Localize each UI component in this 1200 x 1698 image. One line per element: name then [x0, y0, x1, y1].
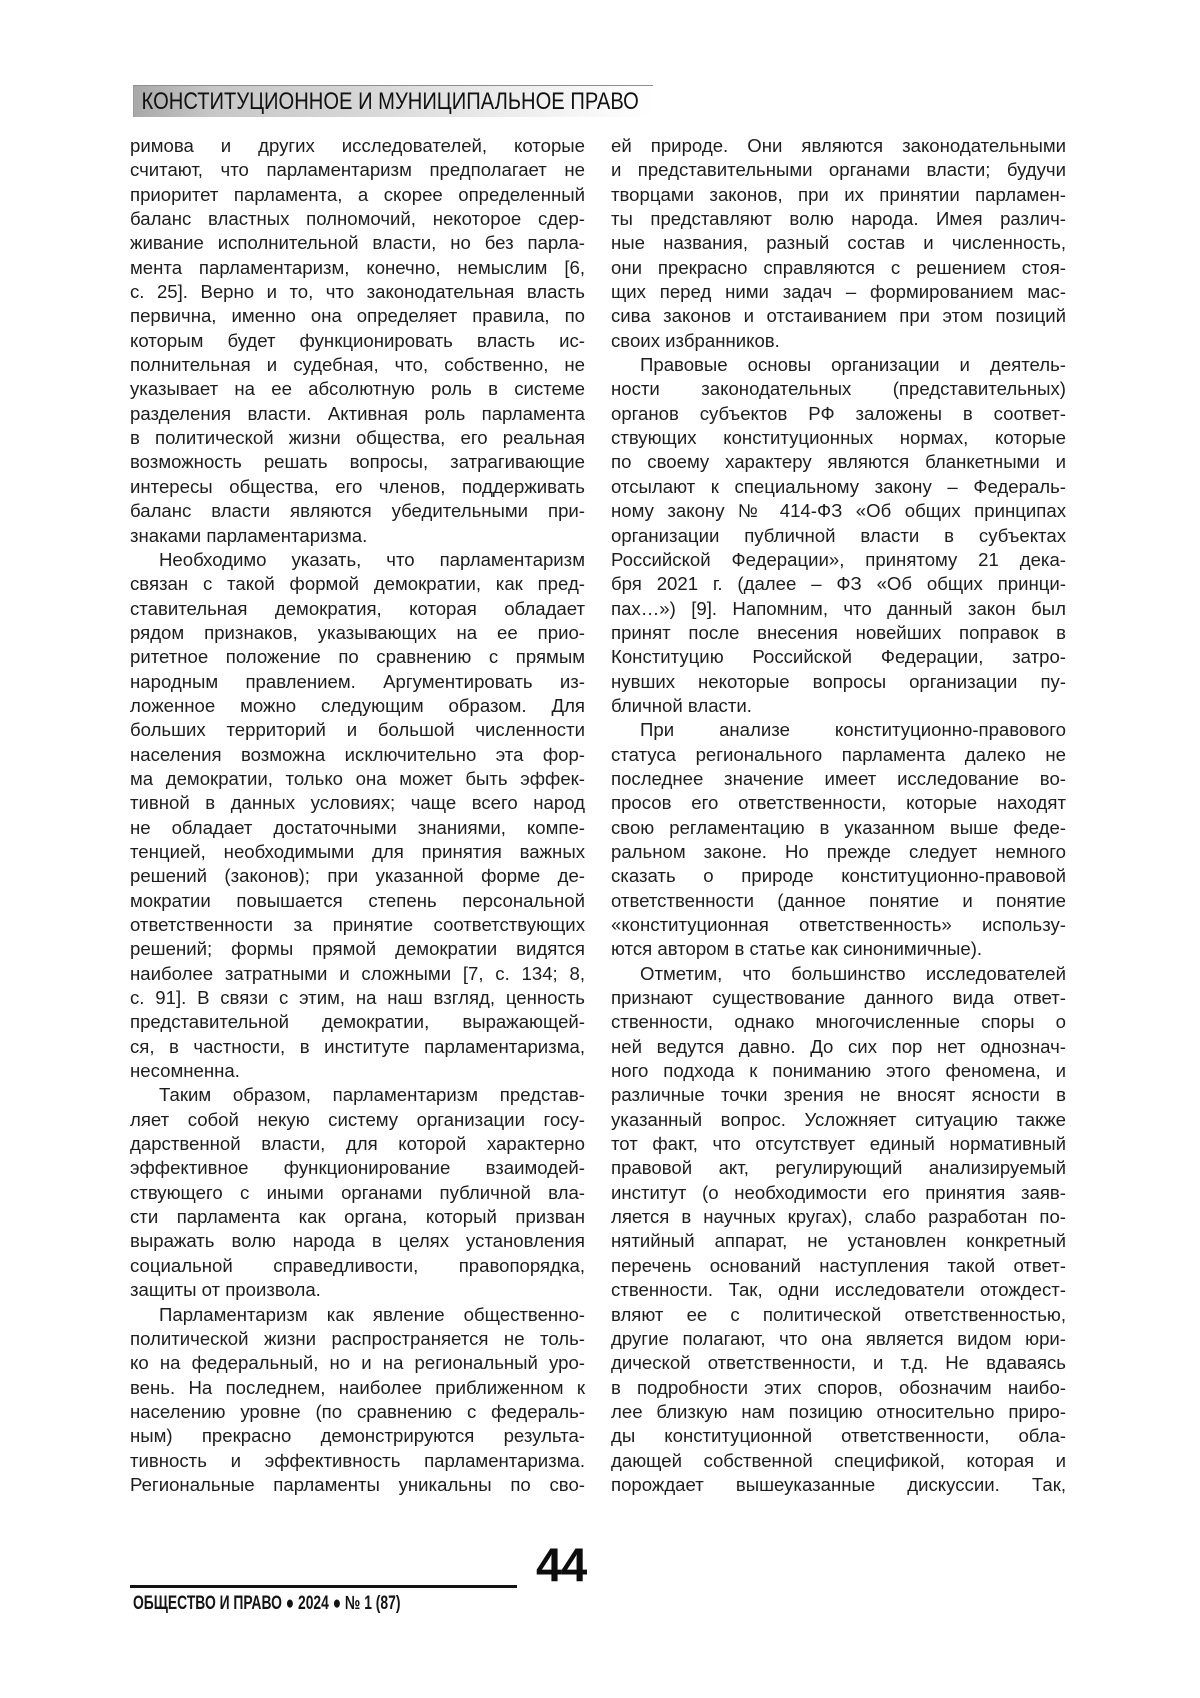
- text-line: последнее значение имеет исследование во-: [611, 767, 1066, 789]
- text-line: дарственной власти, для которой характерно: [130, 1133, 585, 1155]
- text-line: При анализе конституционно-правового: [640, 719, 1066, 741]
- text-line: сива законов и отстаиванием при этом позиций: [611, 305, 1066, 327]
- text-line: вляют ее с политической ответственностью,: [611, 1303, 1066, 1325]
- text-line: представительной демократии, выражающей-: [130, 1011, 585, 1033]
- text-line: первична, именно она определяет правила, по: [130, 305, 585, 327]
- text-line: перечень оснований наступления такой ответ-: [611, 1254, 1066, 1276]
- text-line: пах…») [9]. Напомним, что данный закон был: [611, 597, 1066, 619]
- text-line: тивной в данных условиях; чаще всего народ: [130, 792, 585, 814]
- text-line: возможность решать вопросы, затрагивающие: [130, 451, 585, 473]
- text-line: указывает на ее абсолютную роль в системе: [130, 378, 585, 400]
- text-line: другие полагают, что она является видом юри-: [611, 1327, 1066, 1349]
- text-line: ложенное можно следующим образом. Для: [130, 694, 585, 716]
- text-line: ся, в частности, в институте парламентаризма,: [130, 1035, 585, 1057]
- text-line: ного подхода к пониманию этого феномена, и: [611, 1060, 1066, 1082]
- text-line: тенцией, необходимыми для принятия важных: [130, 840, 585, 862]
- text-line: институт (о необходимости его принятия заяв-: [611, 1181, 1066, 1203]
- text-line: политической жизни распространяется не толь-: [130, 1327, 585, 1349]
- text-line: населению уровне (по сравнению с федераль-: [130, 1400, 585, 1422]
- text-line: ляется в научных кругах), слабо разработан по-: [611, 1206, 1066, 1228]
- text-line: нятийный аппарат, не установлен конкретный: [611, 1230, 1066, 1252]
- text-line: организации публичной власти в субъектах: [611, 524, 1066, 546]
- text-line: решений (законов); при указанной форме де-: [130, 865, 585, 887]
- text-line: мократии повышается степень персональной: [130, 889, 585, 911]
- text-line: не обладает достаточными знаниями, компе-: [130, 816, 585, 838]
- text-line: сказать о природе конституционно-правовой: [611, 865, 1066, 887]
- text-line: ней ведутся давно. До сих пор нет однознач-: [611, 1035, 1066, 1057]
- text-line: рядом признаков, указывающих на ее прио-: [130, 621, 585, 643]
- text-line: творцами законов, при их принятии парламен-: [611, 183, 1066, 205]
- text-line: свою регламентацию в указанном выше феде-: [611, 816, 1066, 838]
- text-line: и представительными органами власти; будучи: [611, 159, 1066, 181]
- text-line: бличной власти.: [611, 694, 752, 716]
- text-line: знаками парламентаризма.: [130, 524, 368, 546]
- text-line: мента парламентаризм, конечно, немыслим [6,: [130, 256, 585, 278]
- text-line: ному закону № 414-ФЗ «Об общих принципах: [611, 500, 1066, 522]
- text-line: несомненна.: [130, 1060, 240, 1082]
- text-line: Таким образом, парламентаризм представ-: [159, 1084, 585, 1106]
- article-body: [130, 134, 1066, 1497]
- text-line: Правовые основы организации и деятель-: [640, 354, 1066, 376]
- text-line: в подробности этих споров, обозначим наибо-: [611, 1376, 1066, 1398]
- text-line: порождает вышеуказанные дискуссии. Так,: [611, 1473, 1066, 1495]
- text-line: вень. На последнем, наиболее приближенном к: [130, 1376, 585, 1398]
- text-line: баланс власти являются убедительными при-: [130, 500, 585, 522]
- section-title: КОНСТИТУЦИОННОЕ И МУНИЦИПАЛЬНОЕ ПРАВО: [141, 87, 639, 115]
- text-line: щих перед ними задач – формированием мас-: [611, 281, 1066, 303]
- text-line: нувших некоторые вопросы организации пу-: [611, 670, 1066, 692]
- text-line: Парламентаризм как явление общественно-: [159, 1303, 585, 1325]
- text-line: разделения власти. Активная роль парламента: [130, 402, 585, 424]
- text-line: в политической жизни общества, его реальная: [130, 427, 585, 449]
- text-line: тот факт, что отсутствует единый нормативный: [611, 1133, 1066, 1155]
- text-line: эффективное функционирование взаимодей-: [130, 1157, 585, 1179]
- text-line: Региональные парламенты уникальны по сво-: [130, 1473, 585, 1495]
- text-line: дической ответственности, и т.д. Не вдаваясь: [611, 1352, 1066, 1374]
- text-line: выражать волю народа в целях установления: [130, 1230, 585, 1252]
- text-line: своих избранников.: [611, 329, 780, 351]
- text-line: по своему характеру являются бланкетными и: [611, 451, 1066, 473]
- page-number: 44: [536, 1538, 587, 1591]
- journal-info: ОБЩЕСТВО И ПРАВО ● 2024 ● № 1 (87): [133, 1593, 401, 1614]
- text-line: ответственности за принятие соответствующих: [130, 914, 585, 935]
- text-line: защиты от произвола.: [130, 1279, 321, 1301]
- text-line: признают существование данного вида ответ-: [611, 987, 1066, 1009]
- text-line: ются автором в статье как синонимичные).: [611, 938, 983, 960]
- text-line: живание исполнительной власти, но без парла-: [130, 232, 585, 254]
- text-line: приоритет парламента, а скорее определенный: [130, 183, 585, 205]
- text-line: социальной справедливости, правопорядка,: [130, 1254, 585, 1276]
- text-line: указанный вопрос. Усложняет ситуацию также: [611, 1108, 1066, 1130]
- text-line: ральном законе. Но прежде следует немного: [611, 840, 1066, 862]
- text-line: бря 2021 г. (далее – ФЗ «Об общих принци-: [611, 573, 1066, 595]
- text-line: ности законодательных (представительных): [611, 378, 1066, 400]
- text-line: Отметим, что большинство исследователей: [640, 962, 1066, 984]
- text-line: полнительная и судебная, что, собственно, не: [130, 354, 585, 376]
- text-line: ные названия, разный состав и численность,: [611, 232, 1066, 254]
- text-line: органов субъектов РФ заложены в соответ-: [611, 402, 1066, 424]
- text-line: ты представляют волю народа. Имея различ-: [611, 208, 1066, 230]
- text-line: отсылают к специальному закону – Федераль-: [611, 475, 1066, 497]
- text-line: считают, что парламентаризм предполагает не: [130, 159, 585, 181]
- text-line: римова и других исследователей, которые: [130, 135, 585, 156]
- text-line: принят после внесения новейших поправок в: [611, 621, 1066, 643]
- text-line: «конституционная ответственность» использу-: [611, 914, 1066, 935]
- text-line: ей природе. Они являются законодательными: [611, 135, 1066, 156]
- text-line: статуса регионального парламента далеко не: [611, 743, 1066, 765]
- text-line: решений; формы прямой демократии видятся: [130, 938, 585, 960]
- text-line: наиболее затратными и сложными [7, с. 134; 8,: [130, 962, 585, 984]
- text-line: народным правлением. Аргументировать из-: [130, 670, 585, 692]
- text-line: баланс властных полномочий, некоторое сдер-: [130, 208, 585, 230]
- column-left: [130, 134, 585, 1497]
- text-line: которым будет функционировать власть ис-: [130, 329, 585, 351]
- text-line: различные точки зрения не вносят ясности в: [611, 1084, 1066, 1106]
- text-line: населения возможна исключительно эта фор-: [130, 743, 585, 765]
- text-line: ритетное положение по сравнению с прямым: [130, 646, 585, 668]
- section-header-bar: [133, 85, 653, 117]
- text-line: ды конституционной ответственности, обла-: [611, 1425, 1066, 1447]
- text-line: они прекрасно справляются с решением стоя-: [611, 256, 1066, 278]
- text-line: правовой акт, регулирующий анализируемый: [611, 1157, 1066, 1179]
- text-line: Конституцию Российской Федерации, затро-: [611, 646, 1066, 668]
- text-line: с. 25]. Верно и то, что законодательная власть: [130, 281, 585, 303]
- text-line: сти парламента как органа, который призван: [130, 1206, 585, 1228]
- text-line: больших территорий и большой численности: [130, 719, 585, 741]
- text-line: ственности, однако многочисленные споры о: [611, 1011, 1066, 1033]
- text-line: ляет собой некую систему организации госу-: [130, 1108, 585, 1130]
- text-line: лее близкую нам позицию относительно приро-: [611, 1400, 1066, 1422]
- text-line: интересы общества, его членов, поддерживать: [130, 475, 585, 497]
- text-line: связан с такой формой демократии, как пред-: [130, 573, 585, 595]
- text-line: ко на федеральный, но и на региональный уро-: [130, 1352, 585, 1374]
- text-line: тивность и эффективность парламентаризма.: [130, 1449, 585, 1471]
- column-right: [611, 134, 1066, 1497]
- text-line: просов его ответственности, которые находят: [611, 792, 1066, 814]
- text-line: Российской Федерации», принятому 21 дека-: [611, 548, 1066, 570]
- text-line: ставительная демократия, которая обладает: [130, 597, 585, 619]
- text-line: с. 91]. В связи с этим, на наш взгляд, ценность: [130, 987, 585, 1009]
- text-line: ствующего с иными органами публичной вла-: [130, 1181, 585, 1203]
- text-line: ственности. Так, одни исследователи отождест-: [611, 1279, 1066, 1301]
- text-line: дающей собственной спецификой, которая и: [611, 1449, 1066, 1471]
- text-line: ствующих конституционных нормах, которые: [611, 427, 1066, 449]
- text-line: ма демократии, только она может быть эффек-: [130, 767, 585, 789]
- text-line: ным) прекрасно демонстрируются результа-: [130, 1425, 585, 1447]
- text-line: Необходимо указать, что парламентаризм: [159, 548, 585, 570]
- footer-rule: [130, 1585, 517, 1588]
- text-line: ответственности (данное понятие и понятие: [611, 889, 1066, 911]
